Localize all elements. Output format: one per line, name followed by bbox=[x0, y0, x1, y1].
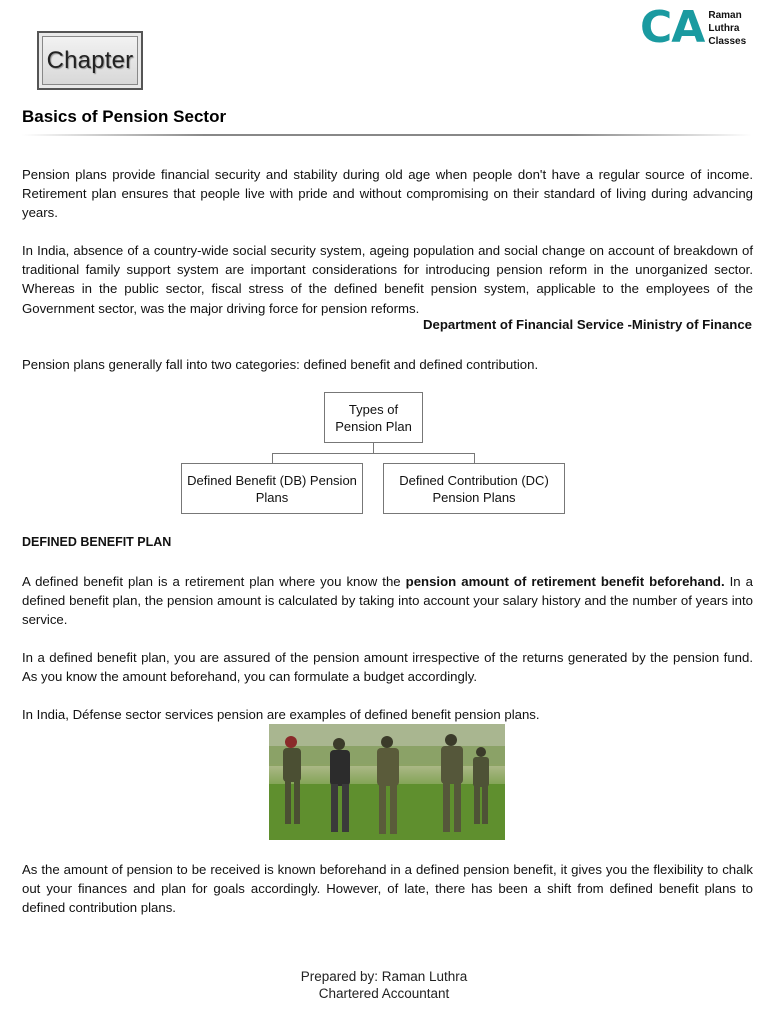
db-paragraph-1-emphasis: pension amount of retirement benefit beforehand. bbox=[405, 574, 725, 589]
page-title: Basics of Pension Sector bbox=[22, 107, 227, 126]
source-attribution: Department of Financial Service -Ministry of Finance bbox=[422, 317, 752, 332]
db-paragraph-1 bbox=[22, 572, 753, 630]
diagram-node-defined-contribution: Defined Contribution (DC) Pension Plans bbox=[383, 463, 565, 514]
intro-paragraph-2: In India, absence of a country-wide social security system, ageing population and social change on account of breakdown of traditional family support system are important considerations for introducing pension reform in the unorganized sector. Whereas in the public sector, fiscal stress of the defined benefit pension system, applicable to the employees of the Government sector, was the major driving force for pension reforms. bbox=[22, 243, 753, 316]
intro-paragraph-3: Pension plans generally fall into two categories: defined benefit and defined contribution. bbox=[22, 357, 539, 372]
diagram-connector-horizontal bbox=[272, 453, 474, 454]
db-paragraph-2: In a defined benefit plan, you are assured of the pension amount irrespective of the returns generated by the pension fund. As you know the amount beforehand, you can formulate a budget accordingly. bbox=[22, 650, 753, 685]
db-paragraph-3: In India, Défense sector services pension are examples of defined benefit pension plans. bbox=[22, 707, 540, 722]
diagram-connector-root bbox=[373, 443, 374, 453]
brand-logo bbox=[640, 4, 746, 52]
title-divider bbox=[22, 134, 752, 136]
footer-prepared-by: Prepared by: Raman Luthra bbox=[300, 969, 468, 984]
diagram-node-defined-benefit: Defined Benefit (DB) Pension Plans bbox=[181, 463, 363, 514]
chapter-badge bbox=[37, 31, 143, 90]
diagram-connector-left bbox=[272, 453, 273, 463]
footer-designation: Chartered Accountant bbox=[318, 986, 450, 1001]
logo-text bbox=[708, 9, 746, 48]
db-paragraph-1-start: A defined benefit plan is a retirement plan where you know the bbox=[22, 574, 406, 589]
chapter-label: Chapter bbox=[42, 36, 138, 85]
intro-paragraph-1: Pension plans provide financial security and stability during old age when people don't have a regular source of income. Retirement plan ensures that people live with pride and without compromising on their standard of living during advancing years. bbox=[22, 167, 753, 221]
diagram-connector-right bbox=[474, 453, 475, 463]
defense-officers-illustration bbox=[269, 724, 505, 840]
db-paragraph-1-end: In a defined benefit plan, the pension amount is calculated by taking into account your salary history and the number of years into service. bbox=[22, 574, 753, 628]
logo-line-2: Luthra bbox=[708, 22, 740, 34]
logo-line-3: Classes bbox=[708, 35, 747, 47]
db-paragraph-4: As the amount of pension to be received is known beforehand in a defined pension benefit, it gives you the flexibility to chalk out your finances and plan for goals accordingly. However, of late, there has been a shift from defined benefit plans to defined contribution plans. bbox=[22, 862, 753, 916]
defense-officers-photo bbox=[269, 724, 505, 840]
logo-line-1: Raman bbox=[708, 9, 742, 21]
logo-mark: CA bbox=[640, 2, 705, 53]
section-heading-defined-benefit: DEFINED BENEFIT PLAN bbox=[22, 535, 172, 549]
diagram-root-node: Types of Pension Plan bbox=[324, 392, 423, 443]
